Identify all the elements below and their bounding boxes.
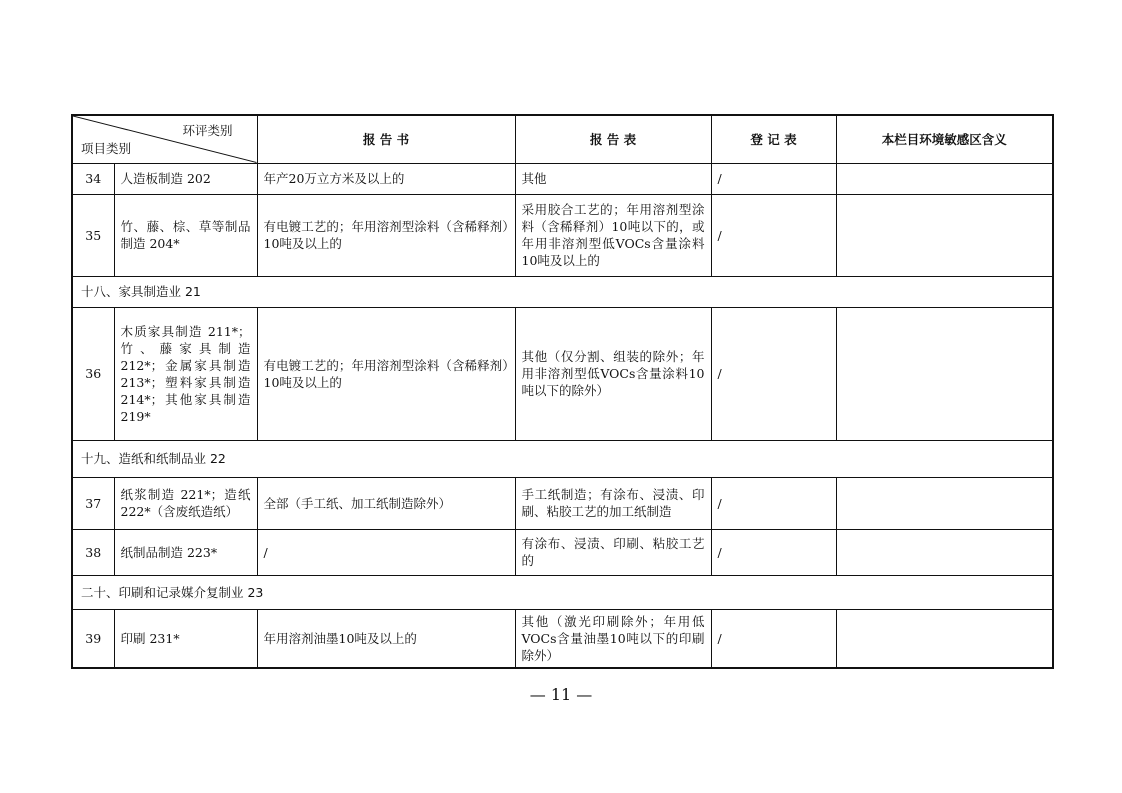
sensitive-cell	[836, 163, 1053, 194]
header-env-category: 环评类别	[182, 123, 233, 138]
project-name: 纸制品制造 223*	[114, 529, 257, 575]
sensitive-cell	[836, 194, 1053, 276]
register-cell: /	[711, 477, 836, 529]
row-number: 38	[72, 529, 114, 575]
table-row	[72, 163, 1053, 194]
table-row	[72, 194, 1053, 276]
sensitive-cell	[836, 307, 1053, 440]
sensitive-cell	[836, 477, 1053, 529]
header-report-book: 报 告 书	[257, 115, 515, 163]
row-number: 37	[72, 477, 114, 529]
section-row	[72, 440, 1053, 477]
table-row	[72, 609, 1053, 668]
report-form-cell: 手工纸制造；有涂布、浸渍、印刷、粘胶工艺的加工纸制造	[515, 477, 711, 529]
page-number: — 11 —	[529, 685, 593, 704]
row-number: 34	[72, 163, 114, 194]
register-cell: /	[711, 307, 836, 440]
classification-table	[71, 114, 1054, 669]
header-report-form: 报 告 表	[515, 115, 711, 163]
section-title: 十八、家具制造业 21	[72, 276, 1053, 307]
table-row	[72, 529, 1053, 575]
table-row	[72, 477, 1053, 529]
header-row	[72, 115, 1053, 163]
project-name: 印刷 231*	[114, 609, 257, 668]
project-name: 人造板制造 202	[114, 163, 257, 194]
row-number: 36	[72, 307, 114, 440]
header-project-category: 项目类别	[81, 140, 132, 156]
section-row	[72, 276, 1053, 307]
report-form-cell: 其他（仅分割、组装的除外；年用非溶剂型低VOCs含量涂料10吨以下的除外）	[515, 307, 711, 440]
register-cell: /	[711, 163, 836, 194]
section-title: 二十、印刷和记录媒介复制业 23	[72, 575, 1053, 609]
report-book-cell: /	[257, 529, 515, 575]
row-number: 39	[72, 609, 114, 668]
section-row	[72, 575, 1053, 609]
project-name: 纸浆制造 221*；造纸 222*（含废纸造纸）	[114, 477, 257, 529]
table-row	[72, 307, 1053, 440]
register-cell: /	[711, 194, 836, 276]
diagonal-header-cell	[72, 115, 257, 163]
register-cell: /	[711, 609, 836, 668]
report-form-cell: 采用胶合工艺的；年用溶剂型涂料（含稀释剂）10吨以下的，或年用非溶剂型低VOCs含量涂料10吨及以上的	[515, 194, 711, 276]
header-register-form: 登 记 表	[711, 115, 836, 163]
header-sensitive-area: 本栏目环境敏感区含义	[836, 115, 1053, 163]
report-form-cell: 其他（激光印刷除外；年用低VOCs含量油墨10吨以下的印刷除外）	[515, 609, 711, 668]
register-cell: /	[711, 529, 836, 575]
report-book-cell: 有电镀工艺的；年用溶剂型涂料（含稀释剂）10吨及以上的	[257, 194, 515, 276]
report-form-cell: 有涂布、浸渍、印刷、粘胶工艺的	[515, 529, 711, 575]
report-book-cell: 有电镀工艺的；年用溶剂型涂料（含稀释剂）10吨及以上的	[257, 307, 515, 440]
project-name: 木质家具制造 211*；竹、藤家具制造 212*；金属家具制造 213*；塑料家具制造 214*；其他家具制造 219*	[114, 307, 257, 440]
sensitive-cell	[836, 529, 1053, 575]
section-title: 十九、造纸和纸制品业 22	[72, 440, 1053, 477]
sensitive-cell	[836, 609, 1053, 668]
project-name: 竹、藤、棕、草等制品制造 204*	[114, 194, 257, 276]
row-number: 35	[72, 194, 114, 276]
report-form-cell: 其他	[515, 163, 711, 194]
report-book-cell: 年产20万立方米及以上的	[257, 163, 515, 194]
report-book-cell: 全部（手工纸、加工纸制造除外）	[257, 477, 515, 529]
report-book-cell: 年用溶剂油墨10吨及以上的	[257, 609, 515, 668]
